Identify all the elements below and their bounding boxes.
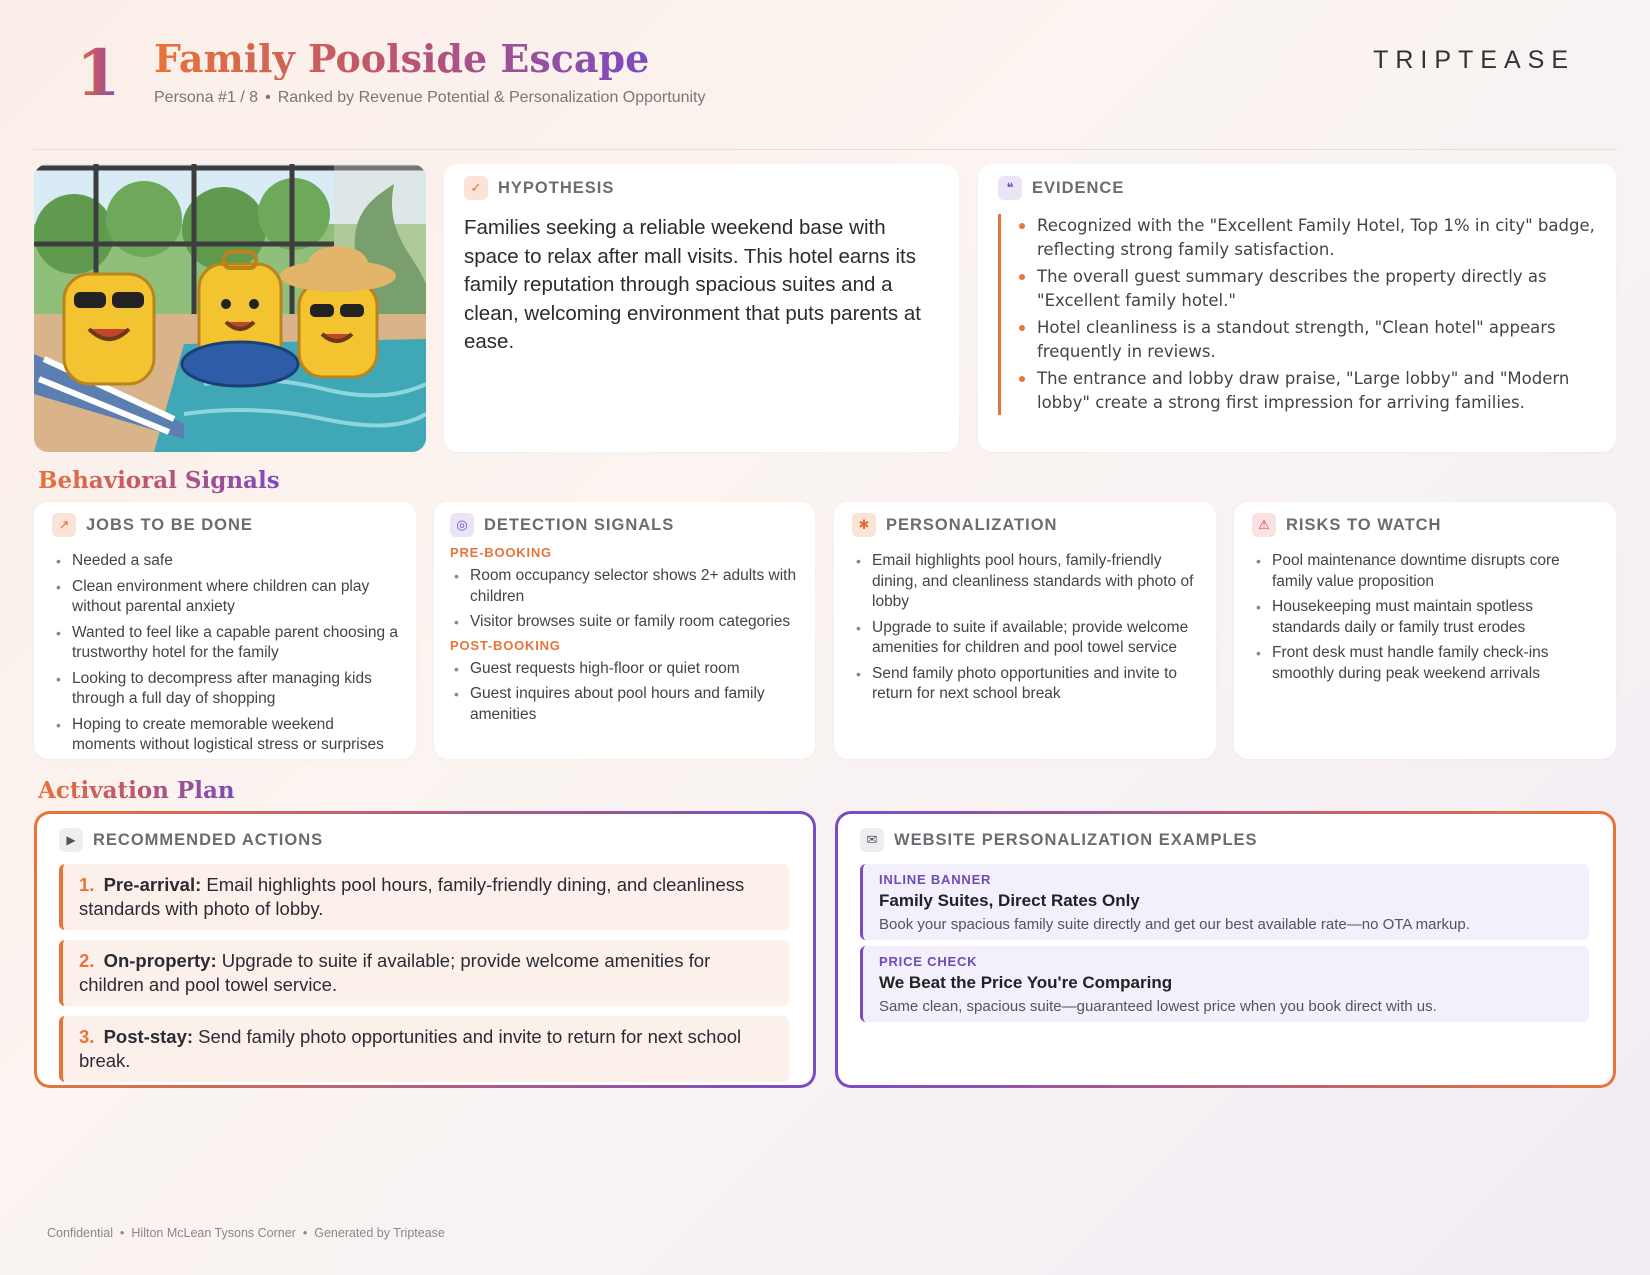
personalization-header	[852, 513, 1198, 537]
detection-label: DETECTION SIGNALS	[484, 515, 675, 534]
quote-icon: ❝	[998, 176, 1022, 200]
activation-section-title: Activation Plan	[38, 777, 235, 804]
example-body: Book your spacious family suite directly and get our best available rate—no OTA markup.	[879, 916, 1470, 933]
post-booking-list	[450, 659, 799, 726]
hypothesis-text: Families seeking a reliable weekend base with space to relax after mall visits. This hotel earns its family reputation through spacious suites and a clean, welcoming environment that puts parents at ease.	[464, 216, 921, 353]
risks-card	[1234, 502, 1616, 759]
hypothesis-card	[444, 164, 959, 452]
list-item: • Send family photo opportunities and invite to return for next school break	[852, 664, 1198, 705]
list-item: • Needed a safe	[52, 551, 398, 572]
header-divider	[33, 149, 1617, 150]
persona-illustration	[34, 164, 426, 452]
page-footer	[47, 1226, 445, 1240]
list-item: • Looking to decompress after managing kids through a full day of shopping	[52, 669, 398, 710]
list-item: • Upgrade to suite if available; provide welcome amenities for children and pool towel service	[852, 618, 1198, 659]
persona-rank: 1	[76, 36, 121, 111]
list-item: • Email highlights pool hours, family-friendly dining, and cleanliness standards with photo of lobby	[852, 551, 1198, 613]
page-title: Family Poolside Escape	[154, 36, 650, 81]
action-text: Send family photo opportunities and invite to return for next school break.	[79, 1026, 742, 1071]
poolside-illustration-svg	[34, 164, 426, 452]
list-item: • Clean environment where children can play without parental anxiety	[52, 577, 398, 618]
list-item: • Hoping to create memorable weekend moments without logistical stress or surprises	[52, 715, 398, 756]
risks-list	[1252, 551, 1598, 684]
action-item	[59, 864, 789, 930]
action-item	[59, 1016, 789, 1082]
persona-count: Persona #1 / 8	[154, 89, 259, 106]
footer-hotel: Hilton McLean Tysons Corner	[131, 1226, 296, 1240]
sparkle-icon: ✱	[852, 513, 876, 537]
warning-icon: ⚠	[1252, 513, 1276, 537]
hypothesis-header	[464, 176, 939, 200]
personalization-card	[834, 502, 1216, 759]
example-banner	[860, 946, 1589, 1022]
brand-logo: TRIPTEASE	[1373, 46, 1575, 74]
list-item: • Guest inquires about pool hours and family amenities	[450, 684, 799, 725]
target-icon: ◎	[450, 513, 474, 537]
evidence-header	[998, 176, 1596, 200]
action-number: 1.	[79, 874, 95, 895]
actions-label: RECOMMENDED ACTIONS	[93, 830, 324, 849]
jobs-list	[52, 551, 398, 756]
action-label: On-property:	[103, 950, 217, 971]
recommended-actions-panel	[34, 811, 816, 1088]
detection-header	[450, 513, 799, 537]
personalization-label: PERSONALIZATION	[886, 515, 1058, 534]
detection-card	[434, 502, 815, 759]
risks-label: RISKS TO WATCH	[1286, 515, 1442, 534]
action-text: Email highlights pool hours, family-friendly dining, and cleanliness standards with photo of lobby.	[79, 874, 745, 919]
list-item: • Wanted to feel like a capable parent choosing a trustworthy hotel for the family	[52, 623, 398, 664]
example-title: We Beat the Price You're Comparing	[879, 973, 1173, 992]
page-header	[0, 0, 1650, 150]
list-item: • Visitor browses suite or family room categories	[450, 612, 799, 633]
list-item: • Guest requests high-floor or quiet room	[450, 659, 799, 680]
separator-dot: •	[302, 1226, 308, 1240]
action-label: Pre-arrival:	[103, 874, 202, 895]
examples-header	[860, 828, 1589, 852]
recommended-actions-inner	[37, 814, 813, 1085]
example-tag: PRICE CHECK	[879, 954, 978, 969]
footer-confidential: Confidential	[47, 1226, 114, 1240]
hypothesis-label: HYPOTHESIS	[498, 178, 615, 197]
example-body: Same clean, spacious suite—guaranteed lowest price when you book direct with us.	[879, 998, 1437, 1015]
pre-booking-label: PRE-BOOKING	[450, 545, 552, 560]
pre-booking-list	[450, 566, 799, 633]
jobs-header	[52, 513, 398, 537]
example-title: Family Suites, Direct Rates Only	[879, 891, 1140, 910]
play-icon: ▶	[59, 828, 83, 852]
personalization-list	[852, 551, 1198, 705]
examples-label: WEBSITE PERSONALIZATION EXAMPLES	[894, 830, 1258, 849]
action-number: 2.	[79, 950, 95, 971]
footer-generated: Generated by Triptease	[314, 1226, 445, 1240]
evidence-card	[978, 164, 1616, 452]
action-label: Post-stay:	[103, 1026, 194, 1047]
list-item: • Housekeeping must maintain spotless standards daily or family trust erodes	[1252, 597, 1598, 638]
evidence-label: EVIDENCE	[1032, 178, 1125, 197]
list-item: • Room occupancy selector shows 2+ adults with children	[450, 566, 799, 607]
page-subtitle	[154, 89, 706, 107]
arrow-up-right-icon: ↗	[52, 513, 76, 537]
website-examples-inner	[838, 814, 1613, 1085]
evidence-item: Recognized with the "Excellent Family Hotel, Top 1% in city" badge, reflecting strong family satisfaction.	[1019, 214, 1596, 262]
action-number: 3.	[79, 1026, 95, 1047]
action-item	[59, 940, 789, 1006]
action-text: Upgrade to suite if available; provide welcome amenities for children and pool towel service.	[79, 950, 711, 995]
behavioral-section-title: Behavioral Signals	[38, 467, 280, 494]
evidence-item: Hotel cleanliness is a standout strength, "Clean hotel" appears frequently in reviews.	[1019, 316, 1596, 364]
ranking-note: Ranked by Revenue Potential & Personalization Opportunity	[277, 89, 706, 106]
evidence-item: The entrance and lobby draw praise, "Large lobby" and "Modern lobby" create a strong first impression for arriving families.	[1019, 367, 1596, 415]
risks-header	[1252, 513, 1598, 537]
post-booking-label: POST-BOOKING	[450, 637, 561, 653]
list-item: • Pool maintenance downtime disrupts core family value proposition	[1252, 551, 1598, 592]
jobs-card	[34, 502, 416, 759]
evidence-item: The overall guest summary describes the property directly as "Excellent family hotel."	[1019, 265, 1596, 313]
check-icon: ✓	[464, 176, 488, 200]
evidence-list	[998, 214, 1596, 415]
separator-dot: •	[265, 89, 271, 106]
envelope-icon: ✉	[860, 828, 884, 852]
jobs-label: JOBS TO BE DONE	[86, 515, 253, 534]
example-banner	[860, 864, 1589, 940]
separator-dot: •	[120, 1226, 125, 1240]
example-tag: INLINE BANNER	[879, 872, 992, 887]
list-item: • Front desk must handle family check-ins smoothly during peak weekend arrivals	[1252, 643, 1598, 684]
website-examples-panel	[835, 811, 1616, 1088]
actions-header	[59, 828, 789, 852]
